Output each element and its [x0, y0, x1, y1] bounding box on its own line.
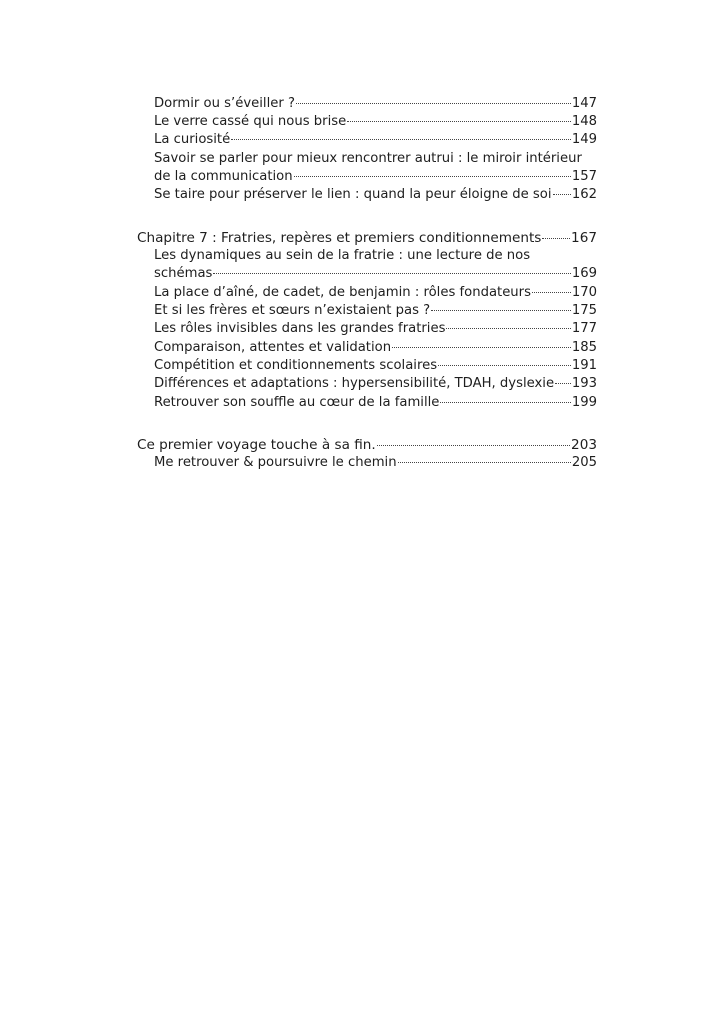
toc-entry-title: La curiosité — [154, 132, 231, 147]
dot-leader — [446, 328, 570, 329]
toc-chapter-title: Chapitre 7 : Fratries, repères et premiers conditionnements — [137, 230, 542, 246]
dot-leader — [555, 383, 571, 384]
toc-entry-page: 185 — [571, 340, 597, 355]
toc-entry-title: Me retrouver & poursuivre le chemin — [154, 455, 397, 470]
toc-entry-title: Les rôles invisibles dans les grandes fratries — [154, 321, 446, 336]
toc-entry-title-line1: Les dynamiques au sein de la fratrie : une lecture de nos — [154, 248, 531, 263]
toc-entry-title: Et si les frères et sœurs n’existaient pas ? — [154, 303, 431, 318]
toc-entry-page: 175 — [571, 303, 597, 318]
dot-leader — [296, 103, 571, 104]
toc-entry-title: schémas — [154, 266, 213, 281]
toc-entry-page: 205 — [571, 455, 597, 470]
dot-leader — [294, 176, 571, 177]
toc-entry — [154, 454, 597, 472]
toc-entry-page: 162 — [571, 187, 597, 202]
toc-entry — [154, 320, 597, 338]
dot-leader — [213, 273, 570, 274]
toc-entry — [154, 302, 597, 320]
dot-leader — [398, 462, 571, 463]
dot-leader — [553, 194, 571, 195]
toc-entry-page: 149 — [571, 132, 597, 147]
toc-entry-title: Comparaison, attentes et validation — [154, 340, 392, 355]
toc-entry-title-line1: Savoir se parler pour mieux rencontrer autrui : le miroir intérieur — [154, 151, 582, 166]
toc-entry-page: 199 — [571, 395, 597, 410]
toc-entry-title: Retrouver son souffle au cœur de la famille — [154, 395, 440, 410]
toc-entry-page: 169 — [571, 266, 597, 281]
toc-chapter-page: 167 — [571, 230, 597, 246]
toc-chapter-entry — [137, 229, 597, 247]
toc-entry — [154, 339, 597, 357]
toc-entry-page: 170 — [571, 285, 597, 300]
toc-entry-title: La place d’aîné, de cadet, de benjamin : rôles fondateurs — [154, 285, 531, 300]
toc-entry-title: Se taire pour préserver le lien : quand la peur éloigne de soi — [154, 187, 552, 202]
dot-leader — [431, 310, 571, 311]
dot-leader — [542, 238, 570, 239]
toc-entry — [154, 186, 597, 204]
dot-leader — [231, 139, 571, 140]
toc-entry-page: 157 — [571, 169, 597, 184]
toc-entry-title: Dormir ou s’éveiller ? — [154, 96, 295, 111]
toc-entry — [154, 357, 597, 375]
toc-section-title: Ce premier voyage touche à sa fin. — [137, 437, 376, 453]
toc-entry-page: 191 — [571, 358, 597, 373]
toc-entry — [154, 113, 597, 131]
toc-section-entry — [137, 436, 597, 454]
toc-entry-page: 177 — [571, 321, 597, 336]
toc-entry — [154, 131, 597, 149]
toc-entry-title: Compétition et conditionnements scolaires — [154, 358, 438, 373]
toc-entry-page: 193 — [571, 376, 597, 391]
dot-leader — [438, 365, 571, 366]
toc-entry — [154, 375, 597, 393]
toc-entry-title: Le verre cassé qui nous brise — [154, 114, 347, 129]
toc-section-page: 203 — [571, 437, 597, 453]
dot-leader — [377, 445, 570, 446]
dot-leader — [532, 292, 571, 293]
dot-leader — [392, 347, 571, 348]
toc-entry — [154, 394, 597, 412]
dot-leader — [440, 402, 570, 403]
toc-entry-title: Différences et adaptations : hypersensibilité, TDAH, dyslexie — [154, 376, 555, 391]
toc-entry — [154, 284, 597, 302]
toc-entry-page: 148 — [571, 114, 597, 129]
toc-entry-page: 147 — [571, 96, 597, 111]
toc-entry-title: de la communication — [154, 169, 293, 184]
toc-entry — [154, 168, 597, 186]
toc-entry — [154, 265, 597, 283]
dot-leader — [347, 121, 571, 122]
toc-entry — [154, 95, 597, 113]
